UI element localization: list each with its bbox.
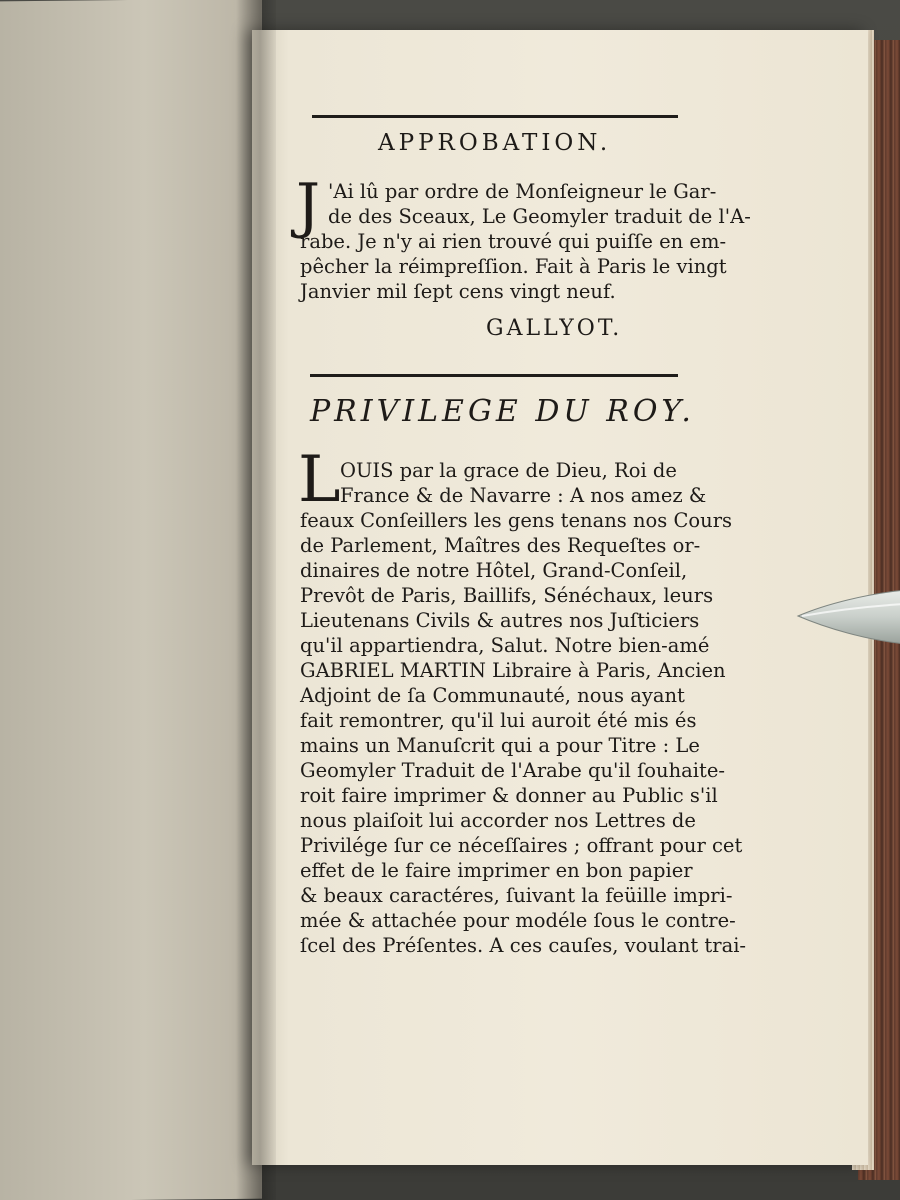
privilege-line: France & de Navarre : A nos amez & [340, 484, 707, 507]
privilege-line: qu'il appartiendra, Salut. Notre bien-amé [300, 634, 710, 657]
privilege-line: Prevôt de Paris, Baillifs, Sénéchaux, leurs [300, 584, 714, 607]
privilege-line: roit faire imprimer & donner au Public s'il [300, 784, 718, 807]
middle-rule [310, 374, 678, 377]
privilege-line: & beaux caractéres, ſuivant la feüille impri- [300, 884, 733, 907]
privilege-line: Adjoint de ſa Communauté, nous ayant [300, 684, 685, 707]
bleed-through-text [152, 337, 206, 356]
privilege-line: fait remontrer, qu'il lui auroit été mis és [300, 709, 697, 732]
approbation-line: pêcher la réimpreſſion. Fait à Paris le vingt [300, 255, 727, 278]
privilege-line: de Parlement, Maîtres des Requeſtes or- [300, 534, 701, 557]
spine-shadow [236, 0, 276, 1200]
privilege-title: PRIVILEGE DU ROY. [310, 394, 695, 429]
drop-cap-j: J [296, 171, 321, 241]
privilege-line: Geomyler Traduit de l'Arabe qu'il ſouhaite- [300, 759, 725, 782]
approbation-line: 'Ai lû par ordre de Monſeigneur le Gar- [328, 180, 717, 203]
privilege-line: mains un Manuſcrit qui a pour Titre : Le [300, 734, 700, 757]
bleed-through-text [61, 894, 117, 921]
privilege-line: effet de le faire imprimer en bon papier [300, 859, 693, 882]
privilege-line: OUIS par la grace de Dieu, Roi de [340, 459, 677, 482]
privilege-line: ſcel des Préſentes. A ces cauſes, voulant trai- [300, 934, 747, 957]
clear-bookmark-clip [796, 586, 900, 648]
privilege-line: nous plaiſoit lui accorder nos Lettres de [300, 809, 696, 832]
privilege-line: Lieutenans Civils & autres nos Juſticiers [300, 609, 700, 632]
drop-cap-l: L [298, 443, 341, 517]
privilege-line: feaux Conſeillers les gens tenans nos Cours [300, 509, 733, 532]
left-page [0, 0, 262, 1200]
signature: GALLYOT. [486, 316, 623, 341]
top-rule [312, 115, 678, 118]
bleed-through-text [180, 147, 234, 166]
privilege-line: GABRIEL MARTIN Libraire à Paris, Ancien [300, 659, 726, 682]
approbation-title: APPROBATION. [378, 130, 612, 156]
approbation-line: Janvier mil ſept cens vingt neuf. [300, 280, 616, 303]
privilege-line: dinaires de notre Hôtel, Grand-Conſeil, [300, 559, 688, 582]
privilege-line: Privilége ſur ce néceſſaires ; offrant pour cet [300, 834, 743, 857]
privilege-line: mée & attachée pour modéle ſous le contre- [300, 909, 736, 932]
approbation-line: de des Sceaux, Le Geomyler traduit de l'A- [328, 205, 751, 228]
approbation-line: rabe. Je n'y ai rien trouvé qui puiſſe en em- [300, 230, 727, 253]
